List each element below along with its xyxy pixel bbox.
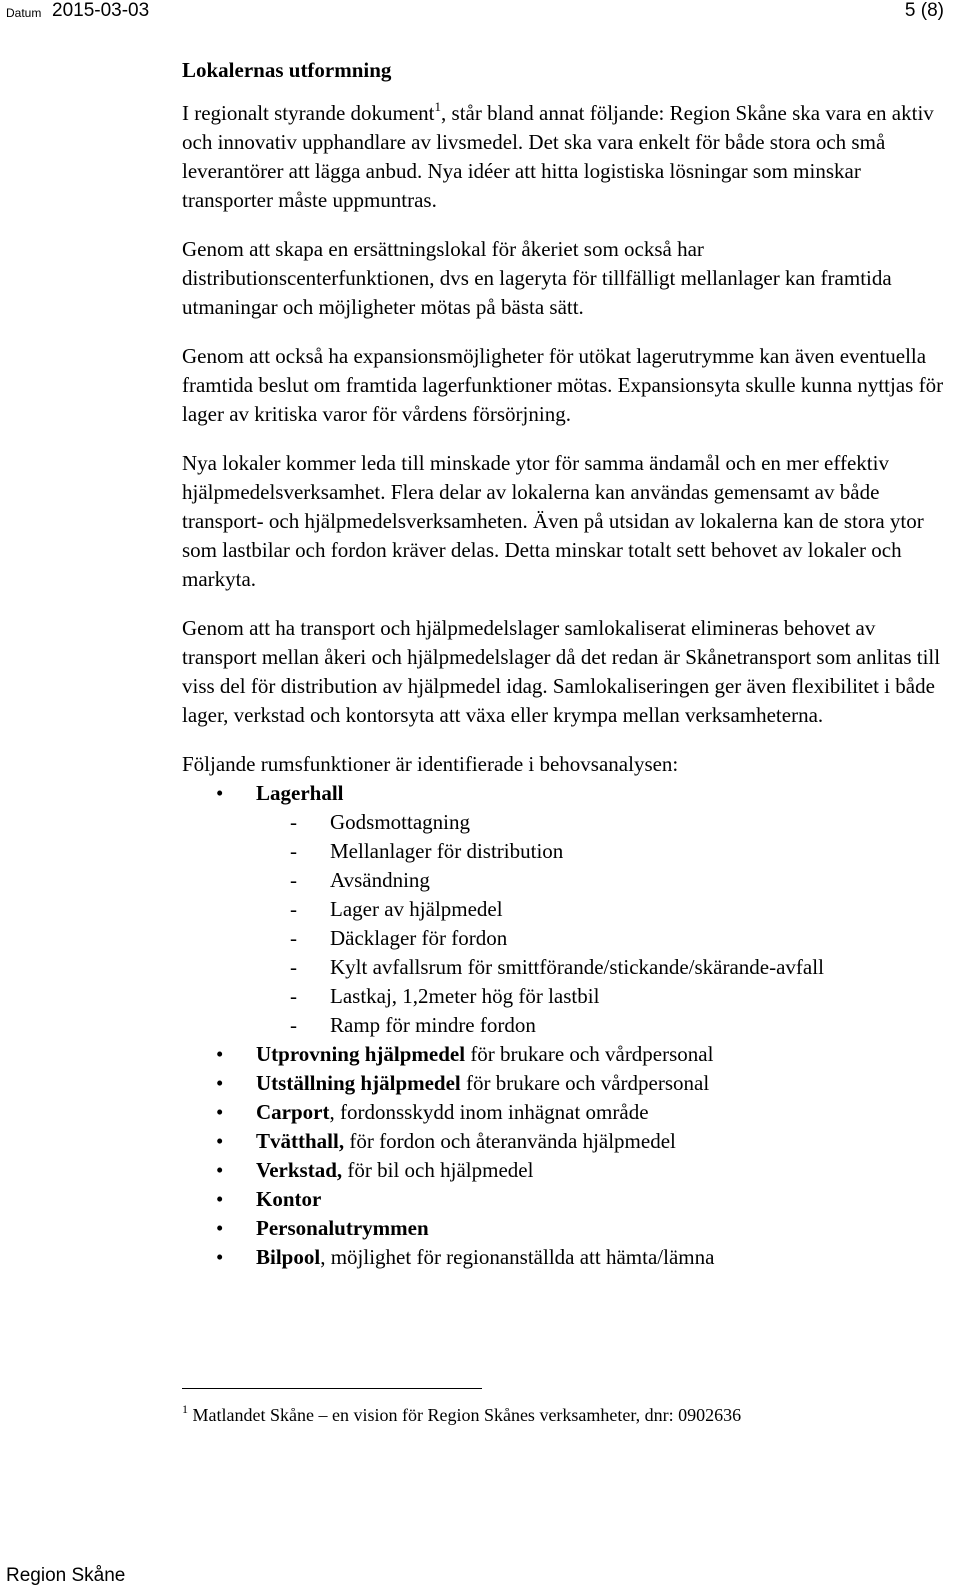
list-item-verkstad — [182, 1156, 952, 1185]
list-item-bilpool — [182, 1243, 952, 1272]
list-item-utprovning — [182, 1040, 952, 1069]
room-description: för brukare och vårdpersonal — [460, 1071, 710, 1095]
list-item-utstallning — [182, 1069, 952, 1098]
footnote-reference[interactable]: 1 — [434, 99, 442, 114]
list-item-lagerhall — [182, 779, 952, 1040]
sub-item-label: Ramp för mindre fordon — [330, 1013, 536, 1037]
list-item-tvatthall — [182, 1127, 952, 1156]
paragraph-3: Genom att också ha expansionsmöjligheter för utökat lagerutrymme kan även eventuella framtida beslut om framtida lagerfunktioner mötas. Expansionsyta skulle kunna nyttjas för lager av kritiska varor för vårdens försörjning. — [182, 344, 944, 426]
footnote-text: Matlandet Skåne – en vision för Region Skånes verksamheter, dnr: 0902636 — [188, 1405, 742, 1425]
dash-icon: - — [290, 897, 297, 921]
paragraph-1-rest: , står bland annat följande: Region Skåne ska vara en aktiv och innovativ upphandlare av livsmedel. Det ska vara enkelt för både stora och små leverantörer att lägga anbud. Nya idéer att hitta logistiska lösningar som minskar transporter måste uppmuntras. — [182, 101, 934, 212]
sub-item — [256, 982, 952, 1011]
sub-item-label: Avsändning — [330, 868, 430, 892]
dash-icon: - — [290, 839, 297, 863]
list-item-kontor — [182, 1185, 952, 1214]
footnote — [182, 1402, 741, 1428]
room-description: för bil och hjälpmedel — [342, 1158, 534, 1182]
sub-item-label: Däcklager för fordon — [330, 926, 508, 950]
paragraph-4: Nya lokaler kommer leda till minskade ytor för samma ändamål och en mer effektiv hjälpmedelsverksamhet. Flera delar av lokalerna kan användas gemensamt av både transport- och hjälpmedelsverksamheten. Även på utsidan av lokalerna kan de stora ytor som lastbilar och fordon kräver delas. Detta minskar totalt sett behovet av lokaler och markyta. — [182, 451, 924, 591]
dash-icon: - — [290, 1013, 297, 1037]
sub-item — [256, 924, 952, 953]
room-name: Personalutrymmen — [256, 1216, 429, 1240]
paragraph-1-start: I regionalt styrande dokument — [182, 101, 435, 125]
list-item-carport — [182, 1098, 952, 1127]
lagerhall-sublist — [256, 808, 952, 1040]
room-description: , möjlighet för regionanställda att hämta/lämna — [320, 1245, 715, 1269]
room-name: Verkstad, — [256, 1158, 343, 1182]
paragraph-2: Genom att skapa en ersättningslokal för åkeriet som också har distributionscenterfunktionen, dvs en lageryta för tillfälligt mellanlager kan framtida utmaningar och möjligheter mötas på bästa sätt. — [182, 237, 892, 319]
bullet-icon: • — [216, 1216, 224, 1240]
dash-icon: - — [290, 810, 297, 834]
sub-item — [256, 808, 952, 837]
document-body — [182, 56, 952, 1272]
bullet-icon: • — [216, 1042, 224, 1066]
bullet-icon: • — [216, 1158, 224, 1182]
sub-item — [256, 895, 952, 924]
list-item-personalutrymmen — [182, 1214, 952, 1243]
sub-item — [256, 866, 952, 895]
sub-item-label: Godsmottagning — [330, 810, 470, 834]
sub-item-label: Lastkaj, 1,2meter hög för lastbil — [330, 984, 600, 1008]
page-number: 5 (8) — [904, 0, 944, 21]
dash-icon: - — [290, 955, 297, 979]
sub-item-label: Lager av hjälpmedel — [330, 897, 503, 921]
sub-item — [256, 953, 952, 982]
dash-icon: - — [290, 868, 297, 892]
sub-item-label: Mellanlager för distribution — [330, 839, 564, 863]
sub-item — [256, 1011, 952, 1040]
header-label: Datum — [6, 6, 42, 20]
room-name: Tvätthall, — [256, 1129, 345, 1153]
bullet-icon: • — [216, 1129, 224, 1153]
room-name: Lagerhall — [256, 781, 344, 805]
list-intro: Följande rumsfunktioner är identifierade i behovsanalysen: — [182, 752, 679, 776]
paragraph-1 — [182, 99, 952, 215]
room-description: för brukare och vårdpersonal — [465, 1042, 714, 1066]
room-name: Bilpool — [256, 1245, 321, 1269]
footer-organization: Region Skåne — [6, 1565, 126, 1586]
room-description: , fordonsskydd inom inhägnat område — [329, 1100, 649, 1124]
sub-item-label: Kylt avfallsrum för smittförande/stickande/skärande-avfall — [330, 955, 824, 979]
room-name: Carport — [256, 1100, 330, 1124]
paragraph-5: Genom att ha transport och hjälpmedelslager samlokaliserat elimineras behovet av transport mellan åkeri och hjälpmedelslager då det redan är Skånetransport som anlitas till viss del för distribution av hjälpmedel idag. Samlokaliseringen ger även flexibilitet i både lager, verkstad och kontorsyta att växa eller krympa mellan verksamheterna. — [182, 616, 941, 727]
bullet-icon: • — [216, 1187, 224, 1211]
room-name: Utställning hjälpmedel — [256, 1071, 461, 1095]
footnote-number: 1 — [182, 1402, 188, 1416]
bullet-icon: • — [216, 1245, 224, 1269]
sub-item — [256, 837, 952, 866]
room-function-list — [182, 779, 952, 1272]
footnote-separator — [182, 1388, 482, 1389]
header-date: 2015-03-03 — [52, 0, 150, 21]
bullet-icon: • — [216, 1071, 224, 1095]
bullet-icon: • — [216, 1100, 224, 1124]
section-title: Lokalernas utformning — [182, 58, 392, 82]
room-name: Utprovning hjälpmedel — [256, 1042, 466, 1066]
room-description: för fordon och återanvända hjälpmedel — [344, 1129, 676, 1153]
dash-icon: - — [290, 984, 297, 1008]
dash-icon: - — [290, 926, 297, 950]
room-name: Kontor — [256, 1187, 322, 1211]
bullet-icon: • — [216, 781, 224, 805]
